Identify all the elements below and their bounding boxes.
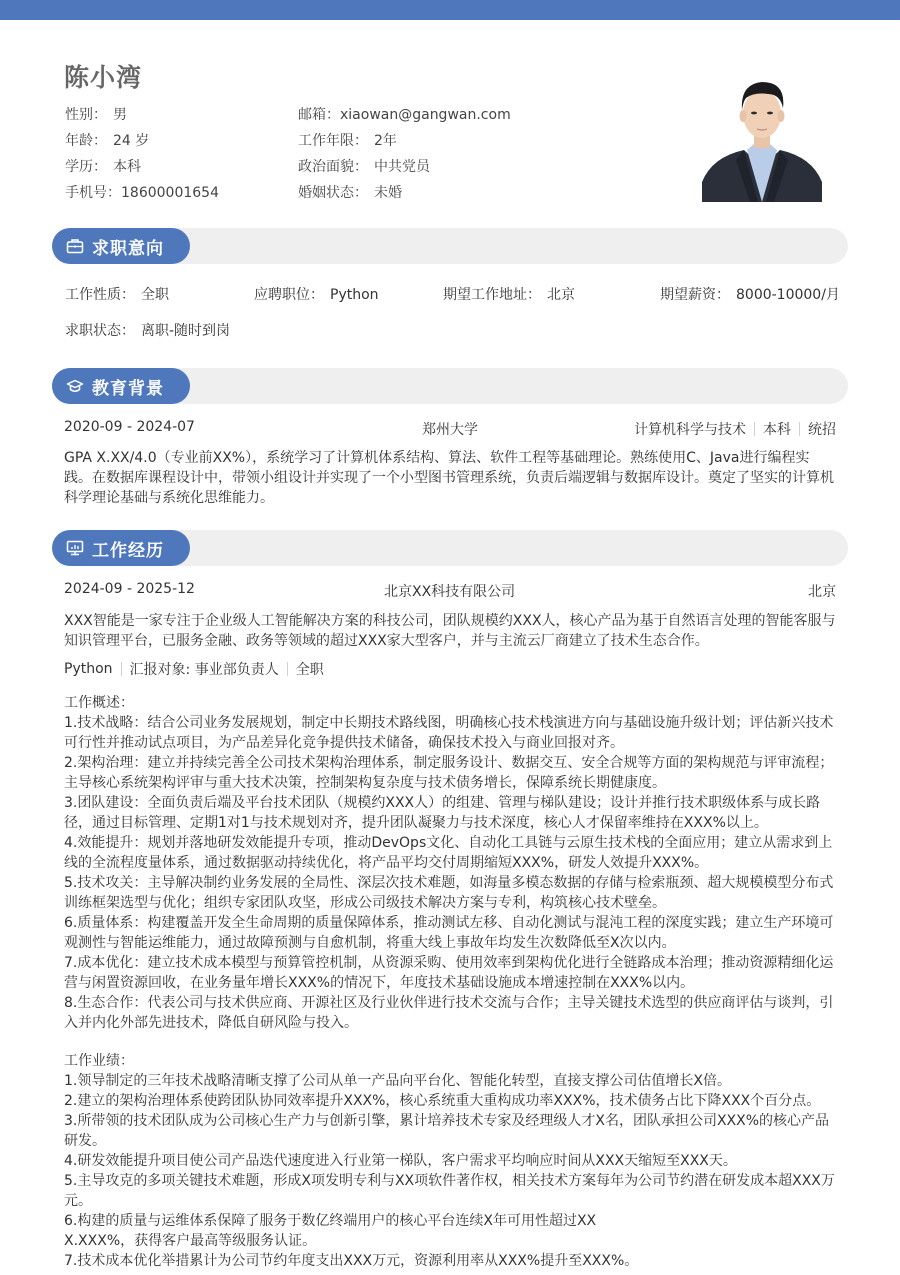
work-tag: Python xyxy=(64,661,113,677)
info-label: 手机号： xyxy=(65,185,121,201)
field-label: 应聘职位： xyxy=(254,287,324,303)
field-value: 离职-随时到岗 xyxy=(141,323,231,339)
text-line: 研发。 xyxy=(64,1133,106,1149)
work-summary xyxy=(64,693,836,1033)
section-header-intent xyxy=(52,228,848,264)
text-line: 可行性并推动试点项目，为产品差异化竞争提供技术储备，确保技术投入与商业回报对齐。 xyxy=(64,735,624,751)
field-value: 全职 xyxy=(141,287,169,303)
section-header-education xyxy=(52,368,848,404)
summary-title: 工作概述： xyxy=(64,695,134,711)
info-age xyxy=(65,128,219,154)
text-line: 7.技术成本优化举措累计为公司节约年度支出XXX万元，资源利用率从XXX%提升至XXX%。 xyxy=(64,1253,639,1269)
education-type: 统招 xyxy=(808,422,836,438)
intent-salary xyxy=(660,284,840,304)
profile-photo xyxy=(702,72,822,202)
info-label: 婚姻状态： xyxy=(298,185,368,201)
text-line: 5.主导攻克的多项关键技术难题，形成X项发明专利与XX项软件著作权，相关技术方案每年为公司节约潜在研发成本超XXX万 xyxy=(64,1173,835,1189)
info-marital-status xyxy=(298,180,511,206)
info-value: 18600001654 xyxy=(121,185,219,201)
basic-info-left xyxy=(65,102,219,206)
candidate-name: 陈小湾 xyxy=(64,63,143,92)
presentation-chart-icon xyxy=(66,539,84,557)
text-line: 1.技术战略：结合公司业务发展规划，制定中长期技术路线图，明确核心技术栈演进方向与基础设施升级计划；评估新兴技术 xyxy=(64,715,834,731)
field-value: 8000-10000/月 xyxy=(736,287,840,303)
education-description xyxy=(64,448,836,508)
info-political-status xyxy=(298,154,511,180)
field-label: 工作性质： xyxy=(65,287,135,303)
work-tag: 全职 xyxy=(295,662,324,678)
intent-status xyxy=(65,320,230,340)
field-value: 北京 xyxy=(547,287,575,303)
text-line: 知识管理平台，已服务金融、政务等领域的超过XXX家大型客户，并与主流云厂商建立了技术生态合作。 xyxy=(64,633,709,649)
section-pill-education xyxy=(52,368,190,404)
field-label: 求职状态： xyxy=(65,323,135,339)
text-line: 主导核心系统架构评审与重大技术决策，控制架构复杂度与技术债务增长，保障系统长期健康度。 xyxy=(64,775,666,791)
info-value: 本科 xyxy=(113,159,141,175)
achievements-title: 工作业绩： xyxy=(64,1053,134,1069)
info-label: 工作年限： xyxy=(298,133,368,149)
field-value: Python xyxy=(330,287,379,303)
info-email xyxy=(298,102,511,128)
section-header-work xyxy=(52,530,848,566)
work-achievements xyxy=(64,1051,836,1271)
text-line: 科学理论基础与系统化思维能力。 xyxy=(64,490,274,506)
field-label: 期望薪资： xyxy=(660,287,730,303)
text-line: 2.架构治理：建立并持续完善全公司技术架构治理体系，制定服务设计、数据交互、安全合规等方面的架构规范与评审流程； xyxy=(64,755,834,771)
text-line: X.XXX%，获得客户最高等级服务认证。 xyxy=(64,1233,317,1249)
divider xyxy=(287,662,288,676)
text-line: 观测性与智能运维能力，通过故障预测与自愈机制，将重大线上事故年均发生次数降低至X次以内。 xyxy=(64,935,676,951)
intent-location xyxy=(443,284,575,304)
work-company: 北京XX科技有限公司 xyxy=(384,584,516,600)
info-gender xyxy=(65,102,219,128)
text-line: 践。在数据库课程设计中，带领小组设计并实现了一个小型图书管理系统，负责后端逻辑与数据库设计。奠定了坚实的计算机 xyxy=(64,470,834,486)
text-line: 3.所带领的技术团队成为公司核心生产力与创新引擎，累计培养技术专家及经理级人才X名，团队承担公司XXX%的核心产品 xyxy=(64,1113,830,1129)
info-value: 2年 xyxy=(374,133,397,149)
divider xyxy=(121,662,122,676)
work-company-intro xyxy=(64,611,836,651)
text-line: GPA X.XX/4.0（专业前XX%），系统学习了计算机体系结构、算法、软件工程等基础理论。熟练使用C、Java进行编程实 xyxy=(64,450,810,466)
education-school: 郑州大学 xyxy=(422,422,478,438)
field-label: 期望工作地址： xyxy=(443,287,541,303)
work-tag: 汇报对象: 事业部负责人 xyxy=(129,662,279,678)
intent-position xyxy=(254,284,379,304)
text-line: 径，通过目标管理、定期1对1与技术规划对齐，提升团队凝聚力与技术深度，核心人才保留率维持在XXX%以上。 xyxy=(64,815,768,831)
section-title: 求职意向 xyxy=(92,238,164,259)
info-label: 学历： xyxy=(65,159,107,175)
section-pill-work xyxy=(52,530,190,566)
text-line: 训练框架选型与优化；组织专家团队攻坚，形成公司级技术解决方案与专利，构筑核心技术壁垒。 xyxy=(64,895,666,911)
info-value: xiaowan@gangwan.com xyxy=(340,107,511,123)
graduation-cap-icon xyxy=(66,377,84,395)
top-accent-bar xyxy=(0,0,900,20)
text-line: 6.质量体系：构建覆盖开发全生命周期的质量保障体系，推动测试左移、自动化测试与混沌工程的深度实践；建立生产环境可 xyxy=(64,915,834,931)
work-tags xyxy=(64,659,324,679)
info-work-years xyxy=(298,128,511,154)
education-degree: 本科 xyxy=(763,422,791,438)
text-line: 营与闲置资源回收，在业务量年增长XXX%的情况下，年度技术基础设施成本增速控制在XXX%以内。 xyxy=(64,975,695,991)
text-line: XXX智能是一家专注于企业级人工智能解决方案的科技公司，团队规模约XXX人，核心产品为基于自然语言处理的智能客服与 xyxy=(64,613,836,629)
text-line: 7.成本优化：建立技术成本模型与预算管控机制，从资源采购、使用效率到架构优化进行全链路成本治理；推动资源精细化运 xyxy=(64,955,834,971)
section-title: 教育背景 xyxy=(92,378,164,399)
text-line: 5.技术攻关：主导解决制约业务发展的全局性、深层次技术难题，如海量多模态数据的存储与检索瓶颈、超大规模模型分布式 xyxy=(64,875,834,891)
info-label: 政治面貌： xyxy=(298,159,368,175)
text-line: 4.研发效能提升项目使公司产品迭代速度进入行业第一梯队，客户需求平均响应时间从XXX天缩短至XXX天。 xyxy=(64,1153,737,1169)
info-label: 性别： xyxy=(65,107,107,123)
info-value: 24 岁 xyxy=(113,133,150,149)
work-location: 北京 xyxy=(808,584,836,600)
info-education xyxy=(65,154,219,180)
education-period: 2020-09 - 2024-07 xyxy=(64,419,195,435)
section-pill-intent xyxy=(52,228,190,264)
text-line: 线的全流程度量体系，通过数据驱动持续优化，将产品平均交付周期缩短XXX%，研发人效提升XXX%。 xyxy=(64,855,709,871)
text-line: 元。 xyxy=(64,1193,92,1209)
text-line: 2.建立的架构治理体系使跨团队协同效率提升XXX%，核心系统重大重构成功率XXX%，技术债务占比下降XXX个百分点。 xyxy=(64,1093,821,1109)
text-line: 6.构建的质量与运维体系保障了服务于数亿终端用户的核心平台连续X年可用性超过XX xyxy=(64,1213,597,1229)
info-value: 男 xyxy=(113,107,127,123)
education-major: 计算机科学与技术 xyxy=(634,422,746,438)
info-phone xyxy=(65,180,219,206)
info-label: 邮箱： xyxy=(298,107,340,123)
briefcase-icon xyxy=(66,237,84,255)
intent-work-type xyxy=(65,284,169,304)
divider xyxy=(799,422,800,436)
info-value: 未婚 xyxy=(374,185,402,201)
text-line: 8.生态合作：代表公司与技术供应商、开源社区及行业伙伴进行技术交流与合作；主导关键技术选型的供应商评估与谈判，引 xyxy=(64,995,834,1011)
work-period: 2024-09 - 2025-12 xyxy=(64,581,195,597)
text-line: 入并内化外部先进技术，降低自研风险与投入。 xyxy=(64,1015,358,1031)
info-label: 年龄： xyxy=(65,133,107,149)
text-line: 4.效能提升：规划并落地研发效能提升专项，推动DevOps文化、自动化工具链与云原生技术栈的全面应用；建立从需求到上 xyxy=(64,835,833,851)
info-value: 中共党员 xyxy=(374,159,430,175)
basic-info-right xyxy=(298,102,511,206)
portrait-icon xyxy=(702,72,822,202)
text-line: 3.团队建设：全面负责后端及平台技术团队（规模约XXX人）的组建、管理与梯队建设；设计并推行技术职级体系与成长路 xyxy=(64,795,821,811)
divider xyxy=(754,422,755,436)
text-line: 1.领导制定的三年技术战略清晰支撑了公司从单一产品向平台化、智能化转型，直接支撑公司估值增长X倍。 xyxy=(64,1073,731,1089)
education-details xyxy=(634,419,836,439)
section-title: 工作经历 xyxy=(92,540,164,561)
